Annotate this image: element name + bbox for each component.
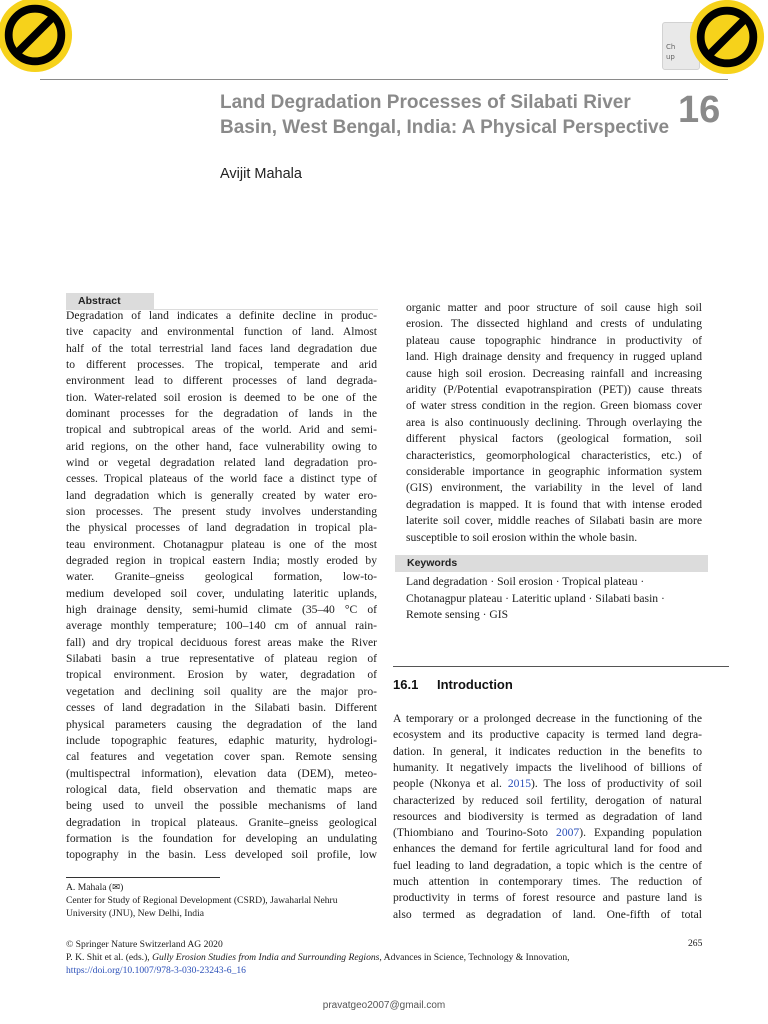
citation-line (66, 951, 570, 964)
text-line: physical parameters causing the degradation of the land (66, 717, 377, 731)
text-line: land degradation which is generally created by water ero- (66, 488, 377, 502)
citation-suffix: , Advances in Science, Technology & Innovation, (379, 952, 570, 963)
header-rule (40, 79, 728, 80)
text-line: tropical and subtropical areas of the world. Arid and semi- (66, 423, 377, 437)
copyright-line: © Springer Nature Switzerland AG 2020 (66, 939, 223, 950)
text-line: tive capacity and environmental function of land. Almost (66, 325, 377, 339)
text-line: resources and biodiversity is termed as degradation of land (393, 809, 702, 823)
text-line: formation is the foundation for developing an undulating (66, 831, 377, 845)
text-line: (multispectral information), elevation data (DEM), meteo- (66, 766, 377, 780)
text-line: plateau cause topographic hindrance in productivity of (406, 333, 702, 347)
badge-label-1: Ch (666, 43, 676, 51)
keywords-line: Remote sensing · GIS (406, 608, 509, 622)
text-line: fuel leading to land degradation, a topic which is the centre of (393, 858, 702, 872)
text-line: dominant processes for the degradation of lands in the (66, 407, 377, 421)
text-line: cal features and vegetation cover span. Remote sensing (66, 750, 377, 764)
text-line (393, 776, 702, 792)
text-line: the physical processes of land degradation in tropical pla- (66, 521, 377, 535)
section-rule (393, 666, 729, 667)
text-line: cesses. Tropical plateaus of the world face a distinct type of (66, 472, 377, 486)
citation-prefix: P. K. Shit et al. (eds.), (66, 952, 153, 963)
text-line: characterized by reduced soil fertility, derogation of natural (393, 793, 702, 807)
text-line: dation. In general, it indicates reduction in the benefits to (393, 744, 702, 758)
text-line: cause high soil erosion. Decreasing rainfall and increasing (406, 366, 702, 380)
text-line: rological data, field observation and thematic maps are (66, 782, 377, 796)
text-line: degradation is mapped. It is found that with intense eroded (406, 497, 702, 511)
section-heading (393, 677, 513, 692)
text-line: Silabati basin a true representative of plateau region of (66, 652, 377, 666)
text-line: aridity (P/Potential evapotranspiration (PET)) cause threats (406, 383, 702, 396)
text-line: erosion. The dissected highland and crests of undulating (406, 317, 702, 331)
chapter-title (220, 90, 680, 140)
text-line: Degradation of land indicates a definite decline in produc- (66, 309, 377, 322)
section-title: Introduction (437, 677, 513, 692)
footnote-rule (66, 877, 220, 878)
author-affiliation-footnote (66, 881, 338, 920)
footnote-line: Center for Study of Regional Development (CSRD), Jawaharlal Nehru (66, 895, 338, 906)
text-fragment: people (Nkonya et al. (393, 777, 508, 791)
citation-year-link[interactable]: 2007 (556, 826, 580, 840)
text-line: fall) and dry tropical deciduous forest areas make the River (66, 635, 377, 649)
text-fragment: ). Expanding population (579, 826, 702, 840)
text-line: much attention in contemporary times. The reduction of (393, 875, 702, 888)
text-line: humanity. It negatively impacts the livelihood of billions of (393, 760, 702, 774)
text-line: susceptible to soil erosion within the whole basin. (406, 530, 638, 544)
text-line: cesses of land degradation in the Silabati basin. Different (66, 701, 377, 715)
text-line: also termed as degradation of land. One-fifth of total (393, 907, 702, 921)
email-watermark: pravatgeo2007@gmail.com (322, 1000, 446, 1011)
doi-link[interactable]: https://doi.org/10.1007/978-3-030-23243-6_16 (66, 965, 246, 976)
text-line: different physical factors (geological formation, soil (406, 432, 702, 446)
text-line: considerable importance in geographic information system (406, 465, 702, 478)
chapter-title-line-2: Basin, West Bengal, India: A Physical Perspective (220, 117, 670, 138)
no-entry-badge-right (688, 0, 766, 76)
text-line: degraded region in tropical eastern India; mostly eroded by (66, 554, 377, 568)
text-line: topography in the basin. Less developed soil profile, low (66, 848, 377, 862)
publication-footer (66, 938, 570, 977)
text-line: ecosystem and its productive capacity is termed land degra- (393, 728, 702, 742)
text-line: half of the total terrestrial land faces land degradation due (66, 341, 377, 355)
abstract-heading: Abstract (66, 293, 154, 310)
text-line: arid regions, on the other hand, face vulnerability owing to (66, 439, 377, 453)
text-line: environment lead to different processes of land degrada- (66, 374, 377, 388)
footnote-line: A. Mahala (✉) (66, 882, 124, 893)
no-entry-badge-left (0, 0, 74, 74)
text-line: water. Granite–gneiss geological formation, low-to- (66, 570, 377, 584)
citation-book-title: Gully Erosion Studies from India and Surrounding Regions (152, 952, 380, 963)
text-line: wind or vegetal degradation related land degradation pro- (66, 456, 377, 470)
text-line: vegetation and declining soil quality are the major pro- (66, 684, 377, 698)
text-line: sion processes. The present study involves understanding (66, 505, 377, 519)
text-fragment: (Thiombiano and Tourino-Soto (393, 826, 557, 840)
text-line: degradation in tropical plateaus. Granite–gneiss geological (66, 815, 377, 829)
keywords-list (406, 574, 706, 624)
text-line: tion. Water-related soil erosion is deemed to be one of the (66, 390, 377, 404)
text-line: productivity in terms of forest resource and pasture land is (393, 891, 702, 905)
keywords-line: Chotanagpur plateau · Lateritic upland · Silabati basin · (406, 591, 665, 605)
text-line: of water stress condition in the region. Green biomass cover (406, 399, 702, 413)
text-line: A temporary or a prolonged decrease in the functioning of the (393, 712, 702, 725)
text-line: teau environment. Chotanagpur plateau is one of the most (66, 537, 377, 551)
text-line (393, 825, 702, 841)
badge-label-2: up (666, 53, 675, 61)
text-line: enhances the demand for fertile agricultural land for food and (393, 842, 702, 856)
author-name: Avijit Mahala (220, 166, 302, 182)
keywords-line: Land degradation · Soil erosion · Tropical plateau · (406, 575, 645, 588)
text-line: to different processes. The tropical, temperate and arid (66, 358, 377, 372)
footnote-line: University (JNU), New Delhi, India (66, 908, 205, 919)
text-line: include topographic features, edaphic maturity, hydrologi- (66, 733, 377, 747)
text-line: organic matter and poor structure of soil cause high soil (406, 301, 702, 314)
text-line: medium developed soil cover, undulating lateritic uplands, (66, 586, 377, 600)
section-number: 16.1 (393, 677, 419, 692)
chapter-title-line-1: Land Degradation Processes of Silabati River (220, 92, 631, 113)
text-line: high drainage density, semi-humid climate (35–40 °C of (66, 603, 377, 617)
page-number: 265 (688, 938, 703, 949)
text-line: tropical environment. Erosion by water, degradation of (66, 668, 377, 682)
text-fragment: ). The loss of productivity of soil (531, 777, 702, 791)
text-line: laterite soil cover, middle reaches of Silabati basin are more (406, 514, 702, 528)
text-line: land. High drainage density and frequency in rugged upland (406, 350, 702, 364)
text-line: (GIS) environment, the variability in the level of land (406, 481, 702, 495)
text-line: characteristics, geomorphological characteristics, etc.) of (406, 448, 702, 462)
chapter-number: 16 (678, 89, 721, 131)
text-line: being used to unveil the possible mechanisms of land (66, 799, 377, 813)
text-line: area is also continuously declining. Through overlaying the (406, 415, 702, 429)
citation-year-link[interactable]: 2015 (507, 777, 532, 791)
text-line: average monthly temperature; 100–140 cm of annual rain- (66, 619, 377, 633)
keywords-heading: Keywords (395, 555, 708, 572)
